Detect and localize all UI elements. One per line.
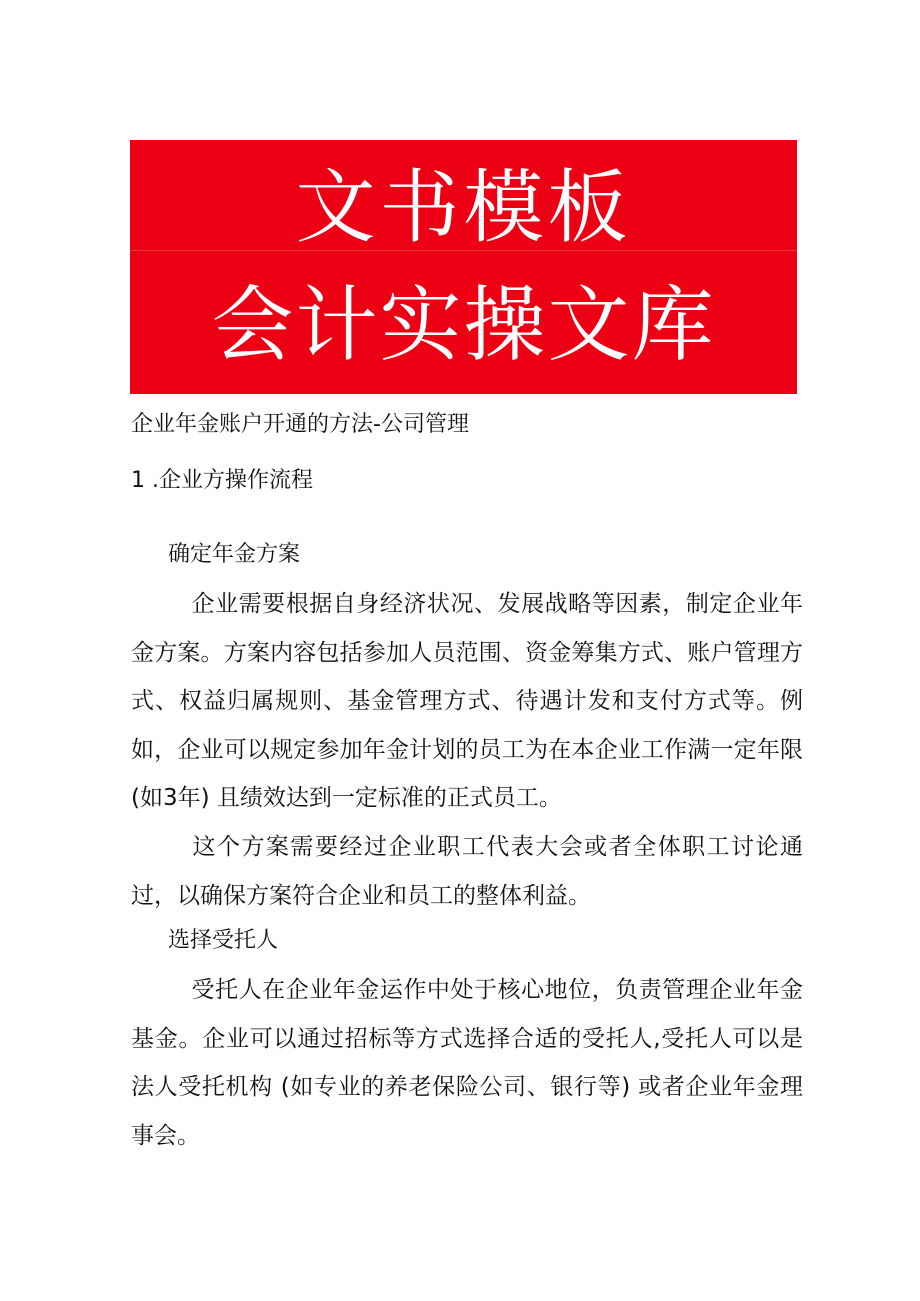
subheading-trustee: 选择受托人	[168, 928, 279, 953]
paragraph-plan-text: 企业需要根据自身经济状况、发展战略等因素，制定企业年金方案。方案内容包括参加人员范围、资金筹集方式、账户管理方式、权益归属规则、基金管理方式、待遇计发和支付方式等。例如，企业可以规定参加年金计划的员工为在本企业工作满一定年限(如3年) 且绩效达到一定标准的正式员工。	[131, 591, 803, 811]
document-title: 企业年金账户开通的方法-公司管理	[131, 412, 469, 437]
banner-title-line2: 会计实操文库	[211, 278, 716, 373]
paragraph-trustee-text: 受托人在企业年金运作中处于核心地位，负责管理企业年金基金。企业可以通过招标等方式选择合适的受托人,受托人可以是法人受托机构 (如专业的养老保险公司、银行等) 或者企业年金理事会。	[131, 977, 803, 1149]
paragraph-plan-details	[131, 580, 803, 823]
banner-title-line1: 文书模板	[295, 161, 632, 254]
paragraph-approval	[131, 823, 803, 920]
title-banner	[130, 140, 797, 394]
paragraph-approval-text: 这个方案需要经过企业职工代表大会或者全体职工讨论通过，以确保方案符合企业和员工的整体利益。	[131, 834, 803, 909]
section-heading-1: 1 .企业方操作流程	[131, 468, 313, 493]
banner-divider	[130, 250, 797, 251]
subheading-plan: 确定年金方案	[168, 542, 301, 567]
paragraph-trustee	[131, 966, 803, 1160]
